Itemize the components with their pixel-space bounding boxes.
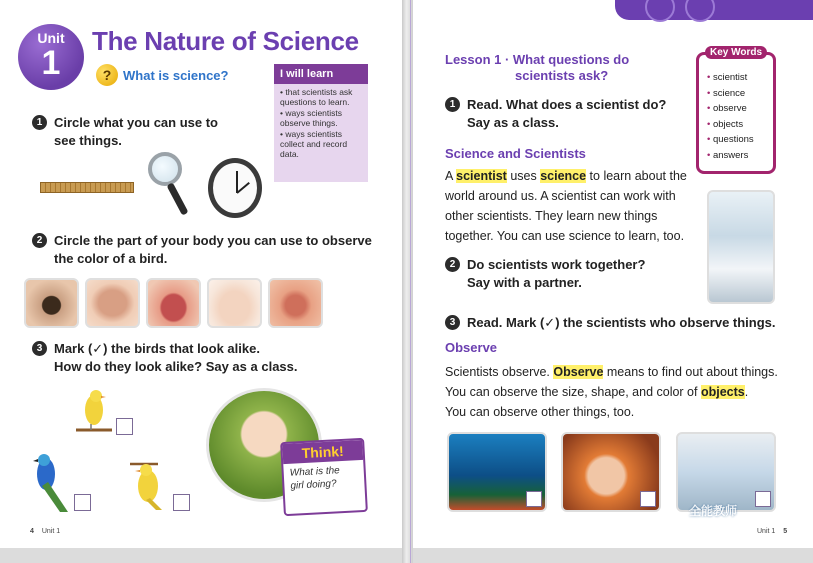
question-text: the color of a bird. bbox=[54, 251, 168, 266]
top-banner bbox=[615, 0, 813, 20]
diver-photo bbox=[447, 432, 547, 512]
page-footer bbox=[30, 528, 60, 535]
question-number: 3 bbox=[32, 341, 47, 356]
mouth-image[interactable] bbox=[146, 278, 201, 328]
lab-scientists-photo bbox=[676, 432, 776, 512]
question-mark-icon: ? bbox=[96, 64, 118, 86]
clock-image[interactable] bbox=[208, 158, 262, 218]
think-heading: Think! bbox=[282, 440, 363, 464]
body-parts-row bbox=[24, 278, 323, 328]
photo-checkbox[interactable] bbox=[526, 491, 542, 507]
science-paragraph: A scientist uses science to learn about the world around us. A scientist can work with other scientists. They learn new things together. You can use science to learn, too. bbox=[445, 169, 687, 243]
left-page bbox=[0, 0, 402, 548]
globe-icon bbox=[685, 0, 715, 22]
blue-bird-image bbox=[30, 452, 70, 514]
think-box bbox=[280, 438, 368, 516]
question-text: Say as a class. bbox=[467, 115, 559, 130]
unit-badge bbox=[18, 24, 84, 90]
footer-label: Unit 1 bbox=[757, 528, 776, 535]
bird-checkbox[interactable] bbox=[74, 494, 91, 511]
photo-checkbox[interactable] bbox=[640, 491, 656, 507]
question-1 bbox=[445, 96, 666, 132]
key-word: • science bbox=[707, 86, 773, 102]
subtitle-row bbox=[96, 64, 228, 86]
learn-item: • that scientists ask questions to learn. bbox=[280, 87, 362, 107]
think-question: girl doing? bbox=[290, 478, 337, 492]
question-text: Read. What does a scientist do? bbox=[467, 97, 667, 112]
question-number: 3 bbox=[445, 315, 460, 330]
question-number: 1 bbox=[445, 97, 460, 112]
section-heading: Science and Scientists bbox=[445, 146, 586, 161]
lesson-title bbox=[445, 52, 685, 84]
sleeping-girl-photo bbox=[561, 432, 661, 512]
page-footer bbox=[757, 528, 787, 535]
question-3 bbox=[32, 340, 298, 376]
learn-item: • ways scientists collect and record data. bbox=[280, 129, 362, 159]
question-text: How do they look alike? Say as a class. bbox=[54, 359, 298, 374]
page-number: 4 bbox=[30, 528, 34, 535]
unit-word: Unit bbox=[37, 30, 65, 46]
key-word: • observe bbox=[707, 101, 773, 117]
i-will-learn-box bbox=[274, 64, 368, 182]
globe-icon bbox=[645, 0, 675, 22]
section-heading: Observe bbox=[445, 340, 498, 355]
highlight-word: scientist bbox=[456, 169, 507, 183]
nose-image[interactable] bbox=[268, 278, 323, 328]
lens-icon bbox=[148, 152, 182, 186]
key-word: • questions bbox=[707, 132, 773, 148]
hour-hand-icon bbox=[236, 182, 250, 194]
highlight-word: science bbox=[540, 169, 587, 183]
question-text: Circle what you can use to bbox=[54, 115, 218, 130]
page-number: 5 bbox=[783, 528, 788, 535]
question-1 bbox=[32, 114, 218, 150]
key-words-box bbox=[696, 47, 776, 174]
question-text: Say with a partner. bbox=[467, 275, 582, 290]
bird-checkbox[interactable] bbox=[116, 418, 133, 435]
hand-image[interactable] bbox=[207, 278, 262, 328]
subtitle: What is science? bbox=[123, 67, 229, 83]
question-text: Circle the part of your body you can use to observe bbox=[54, 233, 372, 248]
key-words-heading: Key Words bbox=[705, 46, 767, 59]
magnifying-glass-image[interactable] bbox=[148, 152, 194, 218]
lesson-title-line: scientists ask? bbox=[515, 68, 609, 83]
observe-paragraph: Scientists observe. Observe means to find out about things. You can observe the size, shape, and color of objects. You can observe other things, too. bbox=[445, 365, 778, 419]
watermark-text: 全能教师 bbox=[689, 504, 738, 518]
yellow-bird-image bbox=[76, 386, 112, 436]
ruler-image[interactable] bbox=[40, 182, 134, 193]
right-page bbox=[413, 0, 813, 548]
highlight-word: Observe bbox=[553, 365, 604, 379]
question-number: 1 bbox=[32, 115, 47, 130]
question-text: see things. bbox=[54, 133, 122, 148]
footer-label: Unit 1 bbox=[41, 528, 61, 535]
key-word: • answers bbox=[707, 148, 773, 164]
highlight-word: objects bbox=[700, 385, 745, 399]
question-3 bbox=[445, 314, 776, 332]
book-gutter bbox=[402, 0, 413, 563]
photo-checkbox[interactable] bbox=[755, 491, 771, 507]
learn-list bbox=[274, 84, 368, 163]
key-word: • scientist bbox=[707, 70, 773, 86]
learn-item: • ways scientists observe things. bbox=[280, 108, 362, 128]
question-2 bbox=[445, 256, 645, 292]
lesson-title-line: Lesson 1 · What questions do bbox=[445, 52, 630, 67]
page-title: The Nature of Science bbox=[92, 26, 359, 56]
learn-heading: I will learn bbox=[274, 64, 368, 84]
think-question: What is the bbox=[289, 465, 341, 479]
bird-checkbox[interactable] bbox=[173, 494, 190, 511]
question-text: Mark (✓) the birds that look alike. bbox=[54, 341, 260, 356]
question-number: 2 bbox=[445, 257, 460, 272]
question-number: 2 bbox=[32, 233, 47, 248]
key-word: • objects bbox=[707, 117, 773, 133]
handle-icon bbox=[166, 182, 188, 215]
yellow-bird-image bbox=[128, 458, 168, 510]
ear-image[interactable] bbox=[85, 278, 140, 328]
question-text: Do scientists work together? bbox=[467, 257, 646, 272]
eye-image[interactable] bbox=[24, 278, 79, 328]
question-2 bbox=[32, 232, 372, 268]
scientist-microscope-photo bbox=[707, 190, 775, 304]
unit-number: 1 bbox=[41, 44, 61, 82]
key-words-list bbox=[699, 70, 773, 163]
question-text: Read. Mark (✓) the scientists who observe things. bbox=[467, 315, 776, 330]
minute-hand-icon bbox=[236, 171, 238, 193]
